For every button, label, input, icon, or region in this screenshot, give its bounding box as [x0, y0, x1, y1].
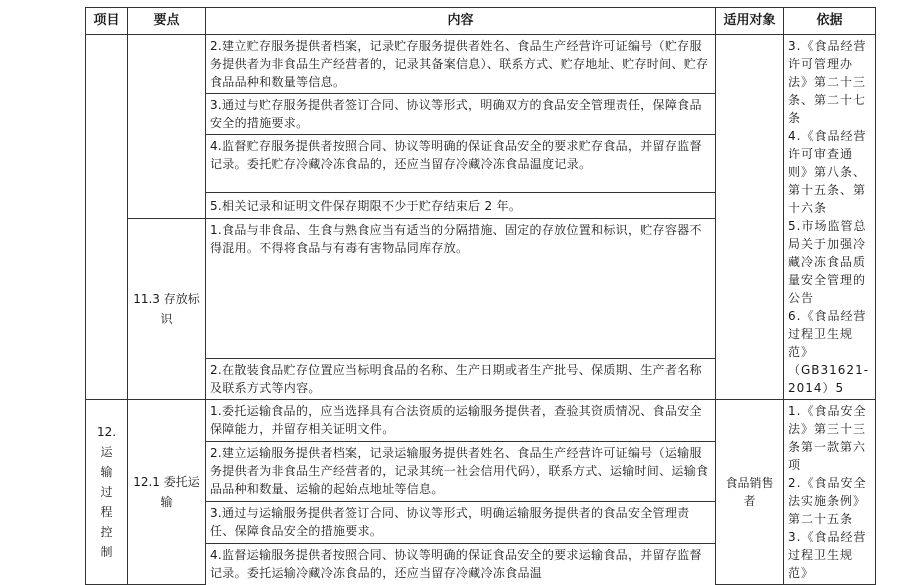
header-content: 内容	[206, 8, 716, 35]
header-basis: 依据	[784, 8, 876, 35]
basis-item: 4.《食品经营许可审查通则》第八条、第十五条、第十六条	[788, 129, 867, 215]
content-cell: 1.委托运输食品的，应当选择具有合法资质的运输服务提供者，查验其资质情况、食品安全保障能力，并留存相关证明文件。	[206, 400, 716, 442]
basis-item: 2.《食品安全法实施条例》第二十五条	[788, 476, 867, 526]
key-point-11-3: 11.3 存放标识	[128, 219, 206, 400]
content-cell: 2.建立贮存服务提供者档案，记录贮存服务提供者姓名、食品生产经营许可证编号（贮存服务提供者为非食品生产经营者的，记录其备案信息）、联系方式、贮存地址、贮存时间、贮存食品品种和数量等信息。	[206, 35, 716, 94]
table-row	[86, 400, 876, 442]
content-cell: 1.食品与非食品、生食与熟食应当有适当的分隔措施、固定的存放位置和标识，贮存容器不得混用。不得将食品与有毒有害物品同库存放。	[206, 219, 716, 359]
content-cell: 2.建立运输服务提供者档案，记录运输服务提供者姓名、食品生产经营许可证编号（运输服务提供者为非食品生产经营者的，记录其统一社会信用代码），联系方式、运输时间、运输食品品种和数量、运输的起始点地址等信息。	[206, 441, 716, 501]
project-number: 12.	[96, 425, 117, 439]
basis-item: 3.《食品经营许可管理办法》第二十三条、第二十七条	[788, 39, 867, 125]
project-cell-11	[86, 35, 128, 400]
key-point-cell-11-2	[128, 35, 206, 219]
applicable-cell-12: 食品销售者	[716, 400, 784, 585]
header-applicable: 适用对象	[716, 8, 784, 35]
content-cell: 3.通过与运输服务提供者签订合同、协议等形式，明确运输服务提供者的食品安全管理责任、保障食品安全的措施要求。	[206, 501, 716, 543]
table-row	[86, 35, 876, 94]
content-cell: 5.相关记录和证明文件保存期限不少于贮存结束后 2 年。	[206, 193, 716, 219]
basis-cell-11	[784, 35, 876, 400]
key-point-12-1: 12.1 委托运输	[128, 400, 206, 585]
basis-cell-12	[784, 400, 876, 585]
content-cell: 4.监督贮存服务提供者按照合同、协议等明确的保证食品安全的要求贮存食品，并留存监督记录。委托贮存冷藏冷冻食品的，还应当留存冷藏冷冻食品温度记录。	[206, 135, 716, 193]
basis-item: 5.市场监管总局关于加强冷藏冷冻食品质量安全管理的公告	[788, 219, 867, 305]
header-key-point: 要点	[128, 8, 206, 35]
project-cell-12	[86, 400, 128, 585]
content-cell: 3.通过与贮存服务提供者签订合同、协议等形式，明确双方的食品安全管理责任，保障食品安全的措施要求。	[206, 94, 716, 135]
header-project: 项目	[86, 8, 128, 35]
project-name: 运输过程控制	[100, 445, 113, 559]
applicable-cell-11	[716, 35, 784, 400]
basis-item: 6.《食品经营过程卫生规范》（GB31621-2014）5	[788, 309, 870, 395]
regulation-table	[85, 7, 876, 585]
content-cell: 4.监督运输服务提供者按照合同、协议等明确的保证食品安全的要求运输食品，并留存监督记录。委托运输冷藏冷冻食品的，还应当留存冷藏冷冻食品温	[206, 543, 716, 584]
content-cell: 2.在散装食品贮存位置应当标明食品的名称、生产日期或者生产批号、保质期、生产者名称及联系方式等内容。	[206, 359, 716, 400]
basis-item: 3.《食品经营过程卫生规范》	[788, 530, 867, 580]
table-header-row	[86, 8, 876, 35]
basis-item: 1.《食品安全法》第三十三条第一款第六项	[788, 404, 867, 472]
